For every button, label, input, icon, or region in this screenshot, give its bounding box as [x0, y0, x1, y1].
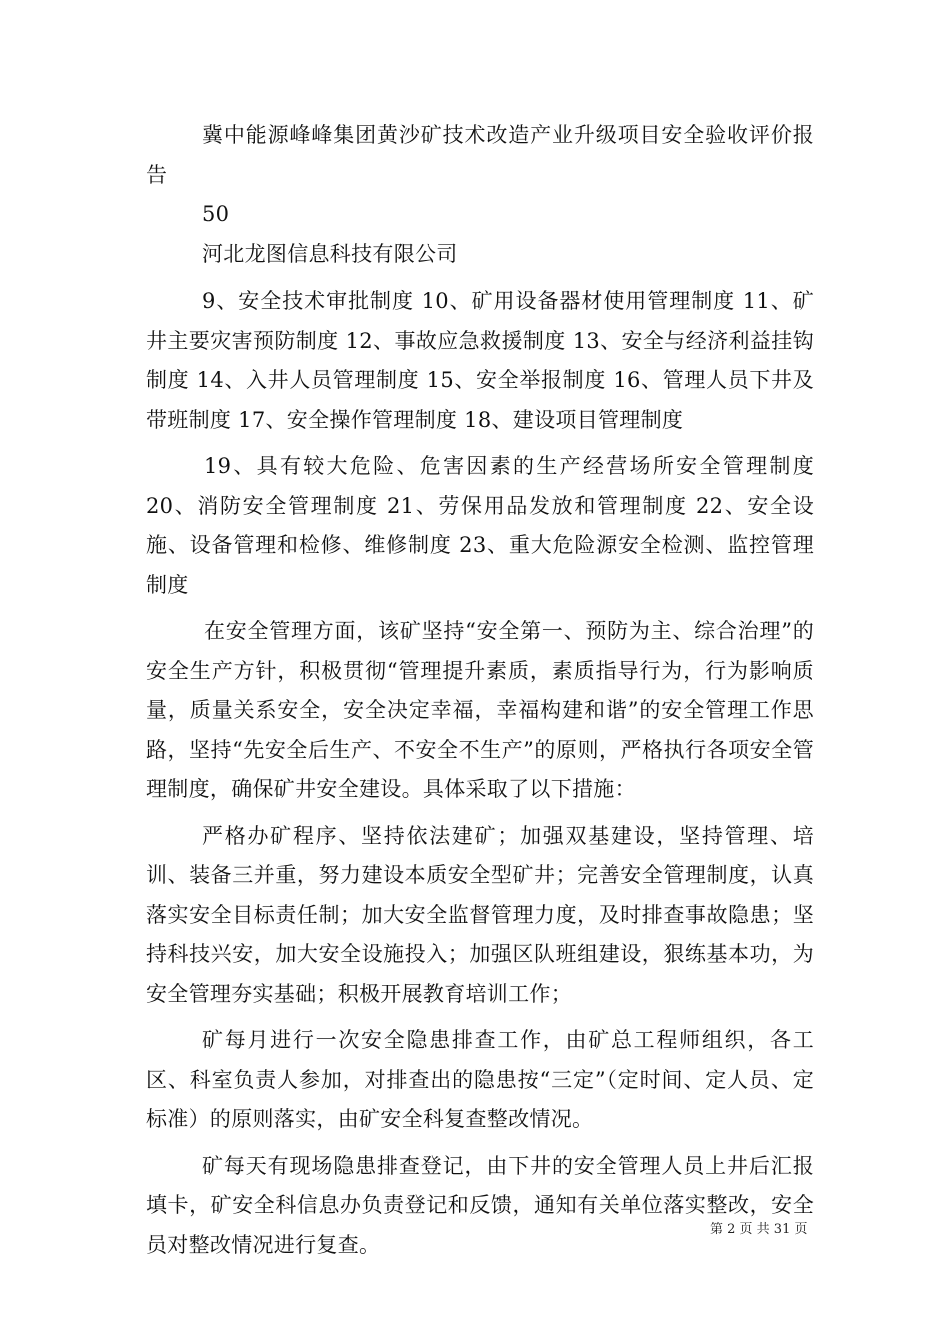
paragraph-4: 严格办矿程序、坚持依法建矿；加强双基建设，坚持管理、培训、装备三并重，努力建设本质安全型矿井；完善安全管理制度，认真落实安全目标责任制；加大安全监督管理力度，及时排查事故隐患；坚持科技兴安，加大安全设施投入；加强区队班组建设，狠练基本功，为安全管理夯实基础；积极开展教育培训工作； — [146, 823, 814, 1006]
report-title: 冀中能源峰峰集团黄沙矿技术改造产业升级项目安全验收评价报告 — [146, 123, 814, 187]
paragraph-6: 矿每天有现场隐患排查登记，由下井的安全管理人员上井后汇报填卡，矿安全科信息办负责登记和反馈，通知有关单位落实整改，安全员对整改情况进行复查。 — [146, 1153, 814, 1257]
company-name: 河北龙图信息科技有限公司 — [202, 241, 458, 266]
paragraph-3: 在安全管理方面，该矿坚持“安全第一、预防为主、综合治理”的安全生产方针，积极贯彻“管理提升素质，素质指导行为，行为影响质量，质量关系安全，安全决定幸福，幸福构建和谐”的安全管理工作思路，坚持“先安全后生产、不安全不生产”的原则，严格执行各项安全管理制度，确保矿井安全建设。具体采取了以下措施： — [146, 619, 814, 801]
page-footer: 第 2 页 共 31 页 — [710, 1222, 808, 1237]
document-body — [146, 116, 814, 1272]
paragraph-5: 矿每月进行一次安全隐患排查工作，由矿总工程师组织，各工区、科室负责人参加，对排查出的隐患按“三定”（定时间、定人员、定标准）的原则落实，由矿安全科复查整改情况。 — [146, 1028, 814, 1131]
paragraph-2: 19、具有较大危险、危害因素的生产经营场所安全管理制度 20、消防安全管理制度 21、劳保用品发放和管理制度 22、安全设施、设备管理和检修、维修制度 23、重大危险源安全检测、监控管理制度 — [146, 454, 814, 597]
paragraph-1: 9、安全技术审批制度 10、矿用设备器材使用管理制度 11、矿井主要灾害预防制度 12、事故应急救援制度 13、安全与经济利益挂钩制度 14、入井人员管理制度 15、安全举报制度 16、管理人员下井及带班制度 17、安全操作管理制度 18、建设项目管理制度 — [146, 289, 814, 432]
page-number-text: 50 — [202, 202, 230, 226]
